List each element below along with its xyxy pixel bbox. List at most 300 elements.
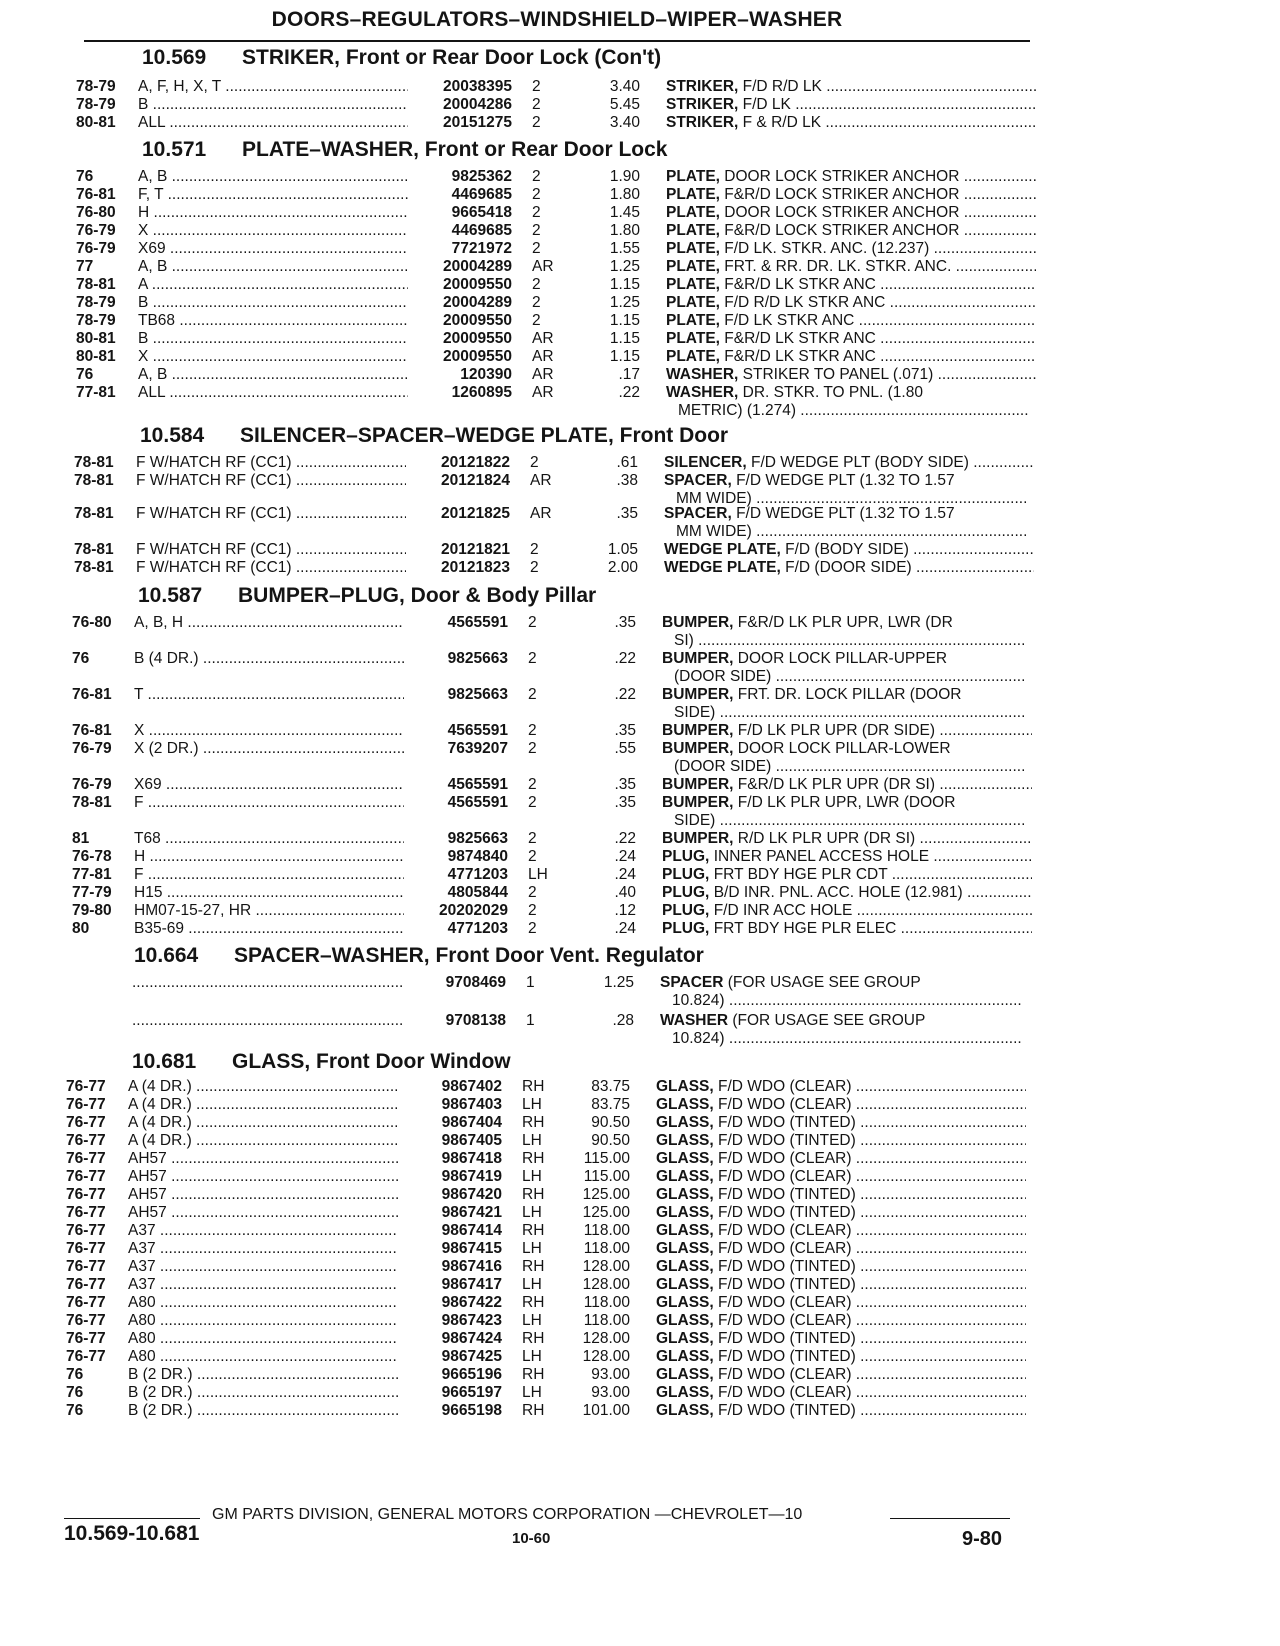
model-code: HM07-15-27, HR ..... bbox=[134, 902, 404, 921]
part-description bbox=[666, 312, 1036, 331]
price: .17 bbox=[618, 366, 640, 383]
part-description bbox=[666, 348, 1036, 367]
quantity: 2 bbox=[528, 650, 537, 667]
section-number: 10.571 bbox=[142, 138, 207, 161]
part-name: PLATE, bbox=[666, 312, 720, 329]
model-code: X ..... bbox=[138, 348, 408, 367]
part-detail: F/D LK PLR UPR (DR SIDE) bbox=[737, 722, 936, 739]
part-name: GLASS, bbox=[656, 1132, 714, 1149]
part-name: PLUG, bbox=[662, 920, 710, 937]
part-detail: F/D LK PLR UPR, LWR (DOOR bbox=[737, 794, 956, 811]
quantity: AR bbox=[532, 366, 554, 383]
part-detail: F/D R/D LK bbox=[742, 78, 822, 95]
part-detail: F&R/D LK PLR UPR, LWR (DR bbox=[737, 614, 953, 631]
part-detail: F/D WDO (CLEAR) bbox=[718, 1222, 852, 1239]
part-detail: (FOR USAGE SEE GROUP bbox=[727, 974, 921, 991]
model-code: X (2 DR.) ..... bbox=[134, 740, 404, 759]
year-range: 76-77 bbox=[66, 1348, 106, 1365]
price: 115.00 bbox=[583, 1150, 630, 1167]
year-range: 78-81 bbox=[74, 541, 114, 558]
part-number: 4565591 bbox=[447, 776, 508, 793]
part-number: 20121821 bbox=[441, 541, 510, 558]
price: 1.15 bbox=[609, 348, 640, 365]
part-detail: STRIKER TO PANEL (.071) bbox=[742, 366, 934, 383]
year-range: 76-77 bbox=[66, 1186, 106, 1203]
part-name: GLASS, bbox=[656, 1168, 714, 1185]
part-description bbox=[656, 1240, 1026, 1259]
part-name: WEDGE PLATE, bbox=[664, 559, 781, 576]
year-range: 76-78 bbox=[72, 848, 112, 865]
quantity: 1 bbox=[526, 1012, 535, 1029]
part-detail: F/D LK STKR ANC bbox=[724, 312, 855, 329]
part-name: STRIKER, bbox=[666, 114, 739, 131]
year-range: 76 bbox=[66, 1366, 84, 1383]
model-code: A, B, H ..... bbox=[134, 614, 404, 633]
quantity: 2 bbox=[530, 541, 539, 558]
part-number: 9867422 bbox=[441, 1294, 502, 1311]
part-description bbox=[666, 294, 1036, 313]
quantity: LH bbox=[522, 1168, 542, 1185]
part-name: BUMPER, bbox=[662, 614, 734, 631]
model-code: B ..... bbox=[138, 96, 408, 115]
section-heading bbox=[138, 584, 596, 608]
part-detail: F&R/D LK STKR ANC bbox=[724, 276, 876, 293]
part-name: PLATE, bbox=[666, 330, 720, 347]
part-number: 20038395 bbox=[443, 78, 512, 95]
part-detail: F/D WDO (TINTED) bbox=[718, 1132, 856, 1149]
year-range: 77 bbox=[76, 258, 94, 275]
quantity: 2 bbox=[528, 722, 537, 739]
model-code: A80 ..... bbox=[128, 1330, 398, 1349]
quantity: 2 bbox=[530, 454, 539, 471]
part-name: GLASS, bbox=[656, 1240, 714, 1257]
price: 5.45 bbox=[609, 96, 640, 113]
model-code: X69 ..... bbox=[134, 776, 404, 795]
quantity: 2 bbox=[532, 294, 541, 311]
section-heading bbox=[134, 944, 704, 968]
model-code: AH57 ..... bbox=[128, 1150, 398, 1169]
part-number: 9708469 bbox=[445, 974, 506, 991]
model-code: AH57 ..... bbox=[128, 1186, 398, 1205]
year-range: 76-81 bbox=[72, 686, 112, 703]
year-range: 78-79 bbox=[76, 78, 116, 95]
part-number: 9867418 bbox=[441, 1150, 502, 1167]
part-number: 4771203 bbox=[447, 920, 508, 937]
quantity: AR bbox=[530, 472, 552, 489]
price: 118.00 bbox=[583, 1312, 630, 1329]
model-code: B ..... bbox=[138, 330, 408, 349]
part-description bbox=[656, 1312, 1026, 1331]
part-detail: F/D WDO (TINTED) bbox=[718, 1186, 856, 1203]
price: 1.15 bbox=[609, 276, 640, 293]
part-number: 9665418 bbox=[451, 204, 512, 221]
year-range: 76-77 bbox=[66, 1258, 106, 1275]
part-detail: F/D (BODY SIDE) bbox=[785, 541, 909, 558]
quantity: 2 bbox=[528, 902, 537, 919]
part-number: 20004289 bbox=[443, 294, 512, 311]
part-description bbox=[656, 1258, 1026, 1277]
model-code: X ..... bbox=[138, 222, 408, 241]
part-number: 4469685 bbox=[451, 222, 512, 239]
part-detail: DR. STKR. TO PNL. (1.80 bbox=[742, 384, 923, 401]
model-code: A80 ..... bbox=[128, 1348, 398, 1367]
part-name: GLASS, bbox=[656, 1384, 714, 1401]
price: 128.00 bbox=[582, 1348, 630, 1365]
model-code: A (4 DR.) ..... bbox=[128, 1096, 398, 1115]
part-description bbox=[656, 1366, 1026, 1385]
part-name: STRIKER, bbox=[666, 96, 739, 113]
part-description bbox=[656, 1168, 1026, 1187]
year-range: 76 bbox=[76, 366, 94, 383]
part-number: 120390 bbox=[460, 366, 512, 383]
part-description-continued: SI) ..... bbox=[662, 632, 1024, 651]
part-description bbox=[656, 1402, 1026, 1421]
section-number: 10.664 bbox=[134, 944, 199, 967]
price: 1.05 bbox=[607, 541, 638, 558]
part-description bbox=[666, 258, 1036, 277]
part-name: BUMPER, bbox=[662, 740, 734, 757]
part-description bbox=[662, 686, 1032, 705]
part-number: 20009550 bbox=[443, 330, 512, 347]
part-detail: F/D WDO (TINTED) bbox=[718, 1276, 856, 1293]
year-range: 80-81 bbox=[76, 348, 116, 365]
quantity: RH bbox=[522, 1114, 545, 1131]
model-code: TB68 ..... bbox=[138, 312, 408, 331]
year-range: 76-77 bbox=[66, 1132, 106, 1149]
part-description bbox=[666, 366, 1036, 385]
year-range: 76-77 bbox=[66, 1096, 106, 1113]
quantity: LH bbox=[522, 1240, 542, 1257]
model-code: H ..... bbox=[138, 204, 408, 223]
quantity: 2 bbox=[528, 920, 537, 937]
year-range: 77-79 bbox=[72, 884, 112, 901]
part-description bbox=[662, 902, 1032, 921]
section-title: BUMPER–PLUG, Door & Body Pillar bbox=[238, 584, 597, 607]
part-description bbox=[656, 1204, 1026, 1223]
year-range: 76-77 bbox=[66, 1168, 106, 1185]
quantity: LH bbox=[528, 866, 548, 883]
price: 1.25 bbox=[603, 974, 634, 991]
part-number: 9867417 bbox=[441, 1276, 502, 1293]
quantity: 2 bbox=[532, 312, 541, 329]
quantity: 2 bbox=[532, 78, 541, 95]
quantity: 1 bbox=[526, 974, 535, 991]
part-detail: F/D WDO (CLEAR) bbox=[718, 1366, 852, 1383]
part-number: 9867421 bbox=[441, 1204, 502, 1221]
model-code: F W/HATCH RF (CC1) ..... bbox=[136, 505, 406, 524]
quantity: RH bbox=[522, 1294, 545, 1311]
part-description bbox=[666, 240, 1036, 259]
quantity: RH bbox=[522, 1402, 545, 1419]
part-description bbox=[656, 1096, 1026, 1115]
part-name: WASHER, bbox=[666, 384, 739, 401]
price: .24 bbox=[614, 866, 636, 883]
part-detail: F/D WDO (CLEAR) bbox=[718, 1168, 852, 1185]
year-range: 76-79 bbox=[72, 776, 112, 793]
part-name: WASHER bbox=[660, 1012, 729, 1029]
quantity: RH bbox=[522, 1222, 545, 1239]
part-number: 9867402 bbox=[441, 1078, 502, 1095]
year-range: 78-79 bbox=[76, 312, 116, 329]
part-description bbox=[660, 974, 1030, 993]
part-detail: F/D WDO (CLEAR) bbox=[718, 1150, 852, 1167]
part-description bbox=[662, 920, 1032, 939]
part-detail: F/D WDO (CLEAR) bbox=[718, 1294, 852, 1311]
model-code: B (2 DR.) ..... bbox=[128, 1402, 398, 1421]
model-code: B (2 DR.) ..... bbox=[128, 1384, 398, 1403]
year-range: 76-81 bbox=[72, 722, 112, 739]
part-detail: DOOR LOCK PILLAR-LOWER bbox=[737, 740, 951, 757]
model-code: A (4 DR.) ..... bbox=[128, 1132, 398, 1151]
part-description bbox=[656, 1276, 1026, 1295]
model-code: A ..... bbox=[138, 276, 408, 295]
section-heading bbox=[142, 138, 668, 162]
model-code: A (4 DR.) ..... bbox=[128, 1078, 398, 1097]
part-number: 20121824 bbox=[441, 472, 510, 489]
model-code: B (4 DR.) ..... bbox=[134, 650, 404, 669]
part-description bbox=[656, 1222, 1026, 1241]
year-range: 76 bbox=[72, 650, 90, 667]
part-name: PLUG, bbox=[662, 884, 710, 901]
model-code: F ..... bbox=[134, 866, 404, 885]
year-range: 76-77 bbox=[66, 1294, 106, 1311]
footer-rule-left bbox=[64, 1518, 200, 1519]
part-number: 9825663 bbox=[447, 830, 508, 847]
year-range: 76 bbox=[66, 1402, 84, 1419]
footer-rule-right bbox=[890, 1518, 1010, 1519]
part-name: PLATE, bbox=[666, 222, 720, 239]
quantity: LH bbox=[522, 1384, 542, 1401]
part-number: 4771203 bbox=[447, 866, 508, 883]
quantity: 2 bbox=[528, 848, 537, 865]
part-description bbox=[656, 1186, 1026, 1205]
part-number: 20202029 bbox=[439, 902, 508, 919]
year-range: 76-79 bbox=[76, 240, 116, 257]
model-code: A80 ..... bbox=[128, 1294, 398, 1313]
part-number: 20121823 bbox=[441, 559, 510, 576]
year-range: 76-77 bbox=[66, 1078, 106, 1095]
quantity: LH bbox=[522, 1348, 542, 1365]
part-detail: R/D LK PLR UPR (DR SI) bbox=[737, 830, 916, 847]
year-range: 76 bbox=[66, 1384, 84, 1401]
quantity: AR bbox=[532, 348, 554, 365]
price: 128.00 bbox=[582, 1258, 630, 1275]
price: 90.50 bbox=[591, 1114, 630, 1131]
part-detail: INNER PANEL ACCESS HOLE bbox=[713, 848, 930, 865]
model-code: H ..... bbox=[134, 848, 404, 867]
part-name: GLASS, bbox=[656, 1186, 714, 1203]
part-detail: F/D WEDGE PLT (1.32 TO 1.57 bbox=[736, 505, 955, 522]
year-range: 76-80 bbox=[76, 204, 116, 221]
price: 3.40 bbox=[609, 78, 640, 95]
quantity: 2 bbox=[530, 559, 539, 576]
price: 118.00 bbox=[583, 1222, 630, 1239]
price: .24 bbox=[614, 920, 636, 937]
part-detail: F/D INR ACC HOLE bbox=[713, 902, 853, 919]
price: .38 bbox=[616, 472, 638, 489]
quantity: 2 bbox=[532, 222, 541, 239]
quantity: 2 bbox=[532, 240, 541, 257]
part-number: 20121822 bbox=[441, 454, 510, 471]
year-range: 76-79 bbox=[72, 740, 112, 757]
model-code bbox=[132, 1012, 402, 1031]
header-rule bbox=[84, 40, 1030, 42]
quantity: RH bbox=[522, 1186, 545, 1203]
part-description bbox=[656, 1330, 1026, 1349]
price: 1.80 bbox=[609, 222, 640, 239]
model-code: AH57 ..... bbox=[128, 1168, 398, 1187]
model-code: T68 ..... bbox=[134, 830, 404, 849]
part-description bbox=[666, 186, 1036, 205]
price: .22 bbox=[614, 830, 636, 847]
part-detail: F&R/D LOCK STRIKER ANCHOR bbox=[724, 222, 960, 239]
year-range: 78-81 bbox=[74, 559, 114, 576]
price: 101.00 bbox=[582, 1402, 630, 1419]
part-detail: F&R/D LOCK STRIKER ANCHOR bbox=[724, 186, 960, 203]
model-code: A, F, H, X, T ..... bbox=[138, 78, 408, 97]
part-number: 9867419 bbox=[441, 1168, 502, 1185]
part-description bbox=[662, 794, 1032, 813]
price: 83.75 bbox=[591, 1078, 630, 1095]
quantity: LH bbox=[522, 1276, 542, 1293]
quantity: AR bbox=[530, 505, 552, 522]
part-number: 9867404 bbox=[441, 1114, 502, 1131]
part-detail: DOOR LOCK PILLAR-UPPER bbox=[737, 650, 948, 667]
part-description-continued: (DOOR SIDE) ..... bbox=[662, 668, 1024, 687]
price: .35 bbox=[614, 794, 636, 811]
part-number: 20009550 bbox=[443, 276, 512, 293]
part-detail: F/D (DOOR SIDE) bbox=[785, 559, 912, 576]
year-range: 76-77 bbox=[66, 1276, 106, 1293]
year-range: 78-79 bbox=[76, 96, 116, 113]
year-range: 80-81 bbox=[76, 114, 116, 131]
part-description-continued: 10.824) ..... bbox=[660, 992, 1022, 1011]
part-number: 4565591 bbox=[447, 722, 508, 739]
quantity: LH bbox=[522, 1312, 542, 1329]
model-code: AH57 ..... bbox=[128, 1204, 398, 1223]
part-detail: F/D WDO (TINTED) bbox=[718, 1402, 856, 1419]
year-range: 76-77 bbox=[66, 1312, 106, 1329]
part-description bbox=[666, 276, 1036, 295]
part-name: GLASS, bbox=[656, 1222, 714, 1239]
part-description bbox=[666, 222, 1036, 241]
section-title: GLASS, Front Door Window bbox=[232, 1050, 511, 1073]
model-code: A, B ..... bbox=[138, 168, 408, 187]
part-description bbox=[656, 1294, 1026, 1313]
part-description-continued: MM WIDE) ..... bbox=[664, 523, 1026, 542]
part-description bbox=[662, 830, 1032, 849]
part-number: 9665196 bbox=[441, 1366, 502, 1383]
part-name: GLASS, bbox=[656, 1114, 714, 1131]
part-detail: (FOR USAGE SEE GROUP bbox=[732, 1012, 926, 1029]
footer-date: 9-80 bbox=[962, 1528, 1003, 1550]
part-description bbox=[664, 559, 1034, 578]
footer-page-number: 10-60 bbox=[512, 1530, 551, 1547]
year-range: 76-81 bbox=[76, 186, 116, 203]
part-number: 9825362 bbox=[451, 168, 512, 185]
model-code: A, B ..... bbox=[138, 366, 408, 385]
quantity: AR bbox=[532, 258, 554, 275]
quantity: RH bbox=[522, 1366, 545, 1383]
part-description bbox=[662, 650, 1032, 669]
model-code: F ..... bbox=[134, 794, 404, 813]
part-name: PLUG, bbox=[662, 848, 710, 865]
model-code: F W/HATCH RF (CC1) ..... bbox=[136, 559, 406, 578]
part-detail: FRT. DR. LOCK PILLAR (DOOR bbox=[737, 686, 962, 703]
section-number: 10.587 bbox=[138, 584, 203, 607]
quantity: 2 bbox=[532, 186, 541, 203]
quantity: RH bbox=[522, 1150, 545, 1167]
part-number: 9867423 bbox=[441, 1312, 502, 1329]
part-detail: F/D WDO (CLEAR) bbox=[718, 1384, 852, 1401]
part-name: BUMPER, bbox=[662, 650, 734, 667]
model-code: A37 ..... bbox=[128, 1222, 398, 1241]
part-detail: DOOR LOCK STRIKER ANCHOR bbox=[724, 204, 960, 221]
part-number: 9867414 bbox=[441, 1222, 502, 1239]
quantity: 2 bbox=[532, 168, 541, 185]
section-number: 10.681 bbox=[132, 1050, 197, 1073]
quantity: LH bbox=[522, 1132, 542, 1149]
part-name: BUMPER, bbox=[662, 776, 734, 793]
part-number: 9825663 bbox=[447, 650, 508, 667]
year-range: 80-81 bbox=[76, 330, 116, 347]
price: .22 bbox=[618, 384, 640, 401]
part-detail: F/D LK. STKR. ANC. (12.237) bbox=[724, 240, 930, 257]
footer-text: GM PARTS DIVISION, GENERAL MOTORS CORPORATION —CHEVROLET—10 bbox=[212, 1506, 803, 1523]
price: .12 bbox=[614, 902, 636, 919]
model-code: ALL ..... bbox=[138, 114, 408, 133]
part-name: BUMPER, bbox=[662, 830, 734, 847]
year-range: 78-79 bbox=[76, 294, 116, 311]
price: 1.25 bbox=[609, 294, 640, 311]
part-name: WASHER, bbox=[666, 366, 739, 383]
model-code: A80 ..... bbox=[128, 1312, 398, 1331]
part-number: 9665198 bbox=[441, 1402, 502, 1419]
part-number: 9874840 bbox=[447, 848, 508, 865]
part-number: 20121825 bbox=[441, 505, 510, 522]
part-description bbox=[656, 1132, 1026, 1151]
part-number: 4565591 bbox=[447, 794, 508, 811]
part-description-continued: 10.824) ..... bbox=[660, 1030, 1022, 1049]
quantity: 2 bbox=[528, 614, 537, 631]
model-code: X69 ..... bbox=[138, 240, 408, 259]
year-range: 76-77 bbox=[66, 1114, 106, 1131]
section-title: SPACER–WASHER, Front Door Vent. Regulator bbox=[234, 944, 704, 967]
model-code: B35-69 ..... bbox=[134, 920, 404, 939]
section-number: 10.584 bbox=[140, 424, 205, 447]
part-number: 20004286 bbox=[443, 96, 512, 113]
section-number: 10.569 bbox=[142, 46, 207, 69]
part-description bbox=[662, 740, 1032, 759]
part-number: 20009550 bbox=[443, 312, 512, 329]
part-name: BUMPER, bbox=[662, 722, 734, 739]
part-detail: F&R/D LK STKR ANC bbox=[724, 330, 876, 347]
price: .28 bbox=[612, 1012, 634, 1029]
part-description bbox=[666, 330, 1036, 349]
quantity: 2 bbox=[528, 740, 537, 757]
part-number: 1260895 bbox=[451, 384, 512, 401]
part-name: GLASS, bbox=[656, 1258, 714, 1275]
price: .35 bbox=[614, 722, 636, 739]
part-name: PLATE, bbox=[666, 348, 720, 365]
price: .22 bbox=[614, 650, 636, 667]
part-name: GLASS, bbox=[656, 1402, 714, 1419]
part-name: SPACER bbox=[660, 974, 724, 991]
quantity: 2 bbox=[528, 776, 537, 793]
year-range: 77-81 bbox=[76, 384, 116, 401]
part-description bbox=[662, 776, 1032, 795]
part-number: 4565591 bbox=[447, 614, 508, 631]
